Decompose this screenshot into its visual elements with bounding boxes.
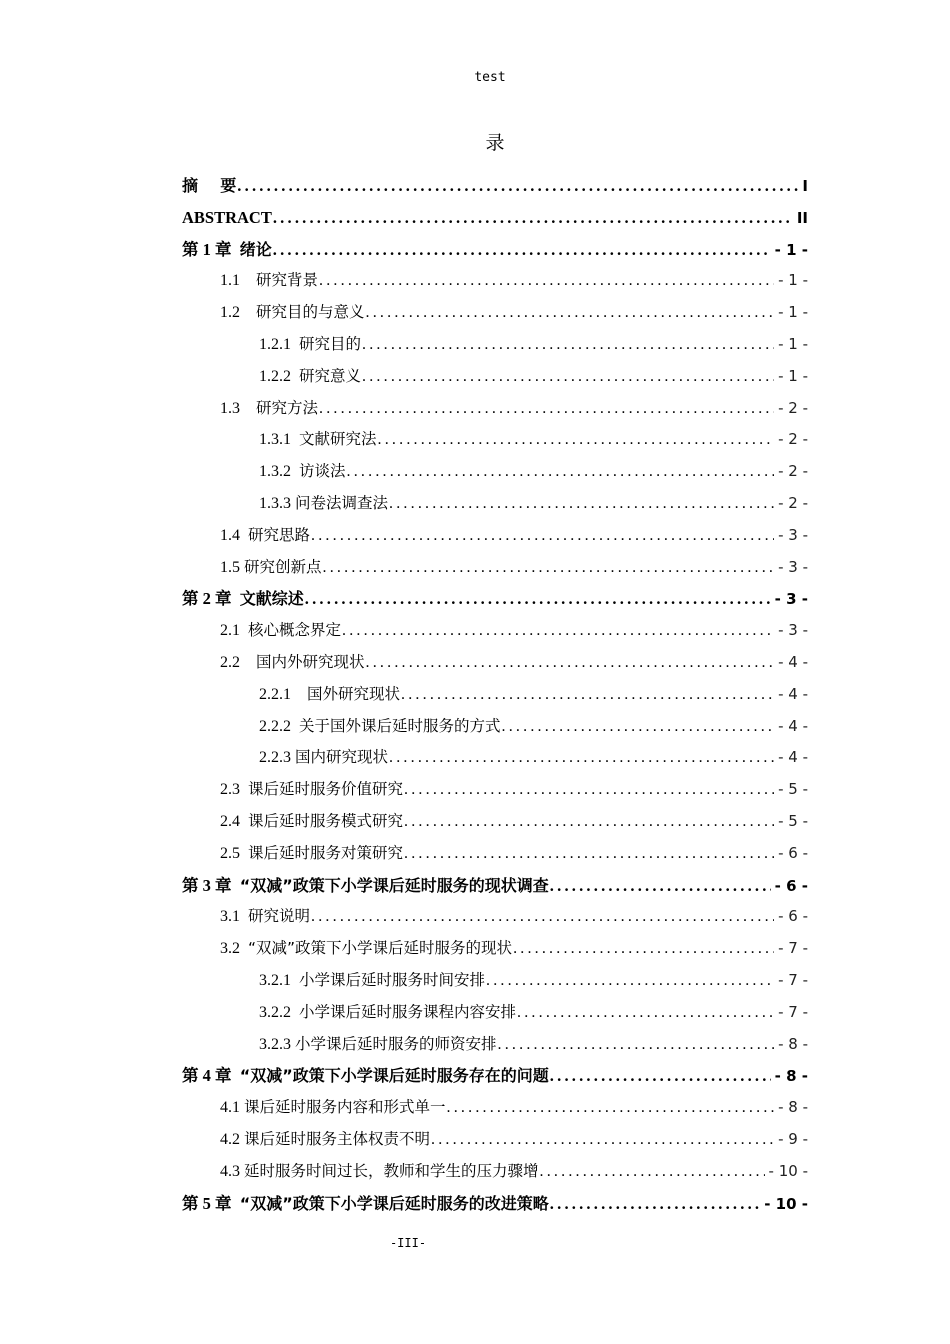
toc-entry[interactable] [182,424,808,456]
toc-dot-leader [273,234,771,266]
toc-entry-number: 1.1 [220,272,256,290]
toc-entry-number: 2.5 [220,844,248,862]
toc-dot-leader [378,424,775,456]
toc-dot-leader [550,1188,760,1220]
toc-dot-leader [342,615,774,647]
toc-entry-title: 文献综述 [239,589,304,609]
toc-entry-number: 1.2 [220,304,256,322]
toc-entry-title: 延时服务时间过长，教师和学生的压力骤增 [244,1161,539,1180]
toc-entry[interactable] [182,265,808,297]
toc-entry-number: 1.3.1 [259,431,299,449]
toc-page-number: - 4 - [778,684,808,703]
toc-dot-leader [362,361,774,393]
toc-entry[interactable] [182,838,808,870]
toc-dot-leader [305,583,771,615]
toc-dot-leader [401,679,774,711]
toc-entry-number: 第 1 章 [182,239,240,259]
toc-entry[interactable] [182,901,808,933]
toc-entry-number: 4.3 [220,1162,244,1180]
toc-entry[interactable] [182,1188,808,1220]
toc-page-number: - 6 - [778,843,808,862]
toc-dot-leader [404,806,774,838]
toc-entry[interactable] [182,297,808,329]
toc-entry[interactable] [182,711,808,743]
toc-page-number: - 3 - [778,621,808,640]
toc-entry[interactable] [182,583,808,615]
toc-entry[interactable] [182,234,808,266]
toc-entry[interactable] [182,774,808,806]
toc-entry[interactable] [182,615,808,647]
toc-page-number: - 6 - [778,907,808,926]
toc-entry-title: 课后延时服务模式研究 [248,811,404,830]
toc-title: 录 [485,132,505,154]
toc-entry-title: 小学课后延时服务的师资安排 [295,1034,497,1053]
toc-entry-title: 小学课后延时服务课程内容安排 [299,1002,517,1021]
toc-dot-leader [502,711,775,743]
toc-page-number: - 7 - [778,1002,808,1021]
toc-page-number: - 3 - [774,590,808,609]
toc-dot-leader [347,456,775,488]
toc-dot-leader [389,488,774,520]
toc-entry-title: 国内研究现状 [295,748,389,767]
toc-entry[interactable] [182,933,808,965]
toc-entry[interactable] [182,806,808,838]
toc-entry[interactable] [182,361,808,393]
toc-page-number: - 10 - [768,1161,808,1180]
toc-page-number: - 1 - [778,366,808,385]
toc-entry-number: 4.1 [220,1099,244,1117]
toc-page-number: - 3 - [778,525,808,544]
toc-entry-title: 摘 要 [182,176,237,195]
toc-dot-leader [540,1156,765,1188]
toc-entry[interactable] [182,742,808,774]
toc-entry[interactable] [182,647,808,679]
toc-entry[interactable] [182,1029,808,1061]
toc-entry-number: 3.1 [220,908,248,926]
toc-page-number: - 7 - [778,970,808,989]
toc-page-number: - 8 - [778,1034,808,1053]
toc-entry-title: 课后延时服务对策研究 [248,843,404,862]
toc-entry-title: “双减”政策下小学课后延时服务的现状 [248,939,513,958]
toc-entry-title: “双减”政策下小学课后延时服务的改进策略 [239,1193,549,1213]
toc-entry[interactable] [182,393,808,425]
toc-entry-title: 研究说明 [248,907,311,926]
toc-dot-leader [404,838,774,870]
toc-entry-title: 国内外研究现状 [256,652,365,671]
toc-dot-leader [237,170,798,202]
toc-page-number: - 9 - [778,1129,808,1148]
toc-page-number: - 1 - [778,271,808,290]
toc-page-number: - 4 - [778,748,808,767]
toc-dot-leader [486,965,774,997]
toc-entry-title: 研究意义 [299,366,362,385]
page-header: test [474,70,506,85]
toc-entry-number: 第 5 章 [182,1193,240,1213]
toc-entry-number: 3.2.2 [259,1003,299,1021]
toc-entry-title: 小学课后延时服务时间安排 [299,970,486,989]
toc-dot-leader [550,1060,771,1092]
toc-page-number: - 2 - [778,398,808,417]
toc-entry[interactable] [182,997,808,1029]
toc-entry-number: 2.3 [220,781,248,799]
toc-entry-title: 课后延时服务价值研究 [248,780,404,799]
toc-entry-title: 研究创新点 [244,557,322,576]
toc-dot-leader [319,393,774,425]
toc-page-number: - 1 - [774,240,808,259]
toc-entry-title: 访谈法 [299,462,346,481]
toc-dot-leader [362,329,774,361]
toc-entry-title: 研究目的 [299,334,362,353]
toc-entry[interactable] [182,170,808,202]
toc-entry-number: 1.4 [220,526,248,544]
toc-entry-title: 问卷法调查法 [295,493,389,512]
toc-entry-number: 1.3.2 [259,463,299,481]
toc-page-number: - 8 - [778,1098,808,1117]
toc-entry-number: 第 4 章 [182,1066,240,1086]
toc-page-number: - 1 - [778,334,808,353]
toc-dot-leader [366,297,775,329]
toc-entry-title: 绪论 [239,239,272,259]
toc-entry-number: 2.1 [220,622,248,640]
toc-dot-leader [389,742,774,774]
toc-entry-title: 国外研究现状 [307,684,401,703]
toc-dot-leader [311,901,774,933]
toc-page-number: - 5 - [778,811,808,830]
toc-page-number: - 8 - [774,1067,808,1086]
toc-entry-title: 研究方法 [256,398,319,417]
toc-entry-number: 1.2.1 [259,335,299,353]
toc-entry-number: 3.2.1 [259,971,299,989]
toc-entry[interactable] [182,1156,808,1188]
toc-dot-leader [323,552,775,584]
toc-entry-number: 2.4 [220,812,248,830]
toc-entry-number: 2.2.1 [259,685,307,703]
toc-entry[interactable] [182,520,808,552]
toc-entry-number: 第 2 章 [182,589,240,609]
toc-page-number: - 4 - [778,716,808,735]
toc-dot-leader [366,647,775,679]
table-of-contents [182,170,808,1219]
toc-dot-leader [517,997,774,1029]
toc-dot-leader [513,933,774,965]
toc-page-number: - 2 - [778,493,808,512]
toc-entry-number: 2.2.2 [259,717,299,735]
toc-page-number: - 10 - [764,1194,808,1213]
toc-dot-leader [273,202,793,234]
toc-entry[interactable] [182,965,808,997]
toc-dot-leader [319,265,774,297]
toc-entry[interactable] [182,202,808,234]
toc-entry-number: 1.3.3 [259,494,295,512]
toc-entry[interactable] [182,552,808,584]
toc-entry-number: 3.2.3 [259,1035,295,1053]
toc-entry[interactable] [182,870,808,902]
toc-entry-title: 关于国外课后延时服务的方式 [299,716,501,735]
toc-dot-leader [431,1124,774,1156]
toc-entry-number: 1.3 [220,399,256,417]
toc-page-number: - 5 - [778,780,808,799]
toc-entry-number: 第 3 章 [182,875,240,895]
toc-page-number: - 3 - [778,557,808,576]
toc-entry-number: 1.5 [220,558,244,576]
toc-entry-title: 核心概念界定 [248,621,342,640]
toc-entry-number: 1.2.2 [259,367,299,385]
toc-entry[interactable] [182,1092,808,1124]
toc-entry-title: “双减”政策下小学课后延时服务的现状调查 [239,875,549,895]
toc-entry[interactable] [182,329,808,361]
toc-page-number: - 6 - [774,876,808,895]
toc-page-number: I [802,177,808,195]
toc-entry-title: 课后延时服务内容和形式单一 [244,1098,446,1117]
toc-entry-number: 3.2 [220,940,248,958]
toc-entry-title: “双减”政策下小学课后延时服务存在的问题 [239,1066,549,1086]
toc-page-number: - 2 - [778,462,808,481]
toc-entry-number: 4.2 [220,1130,244,1148]
toc-entry-title: 文献研究法 [299,430,377,449]
toc-dot-leader [550,870,771,902]
toc-entry-title: 研究背景 [256,271,319,290]
toc-entry-number: 2.2 [220,653,256,671]
toc-entry[interactable] [182,1124,808,1156]
toc-dot-leader [404,774,774,806]
toc-page-number: - 1 - [778,303,808,322]
toc-entry[interactable] [182,1060,808,1092]
page-footer: -III- [389,1236,427,1250]
toc-dot-leader [498,1029,775,1061]
toc-page-number: - 2 - [778,430,808,449]
toc-page-number: - 4 - [778,652,808,671]
toc-page-number: II [796,208,808,227]
toc-dot-leader [311,520,774,552]
toc-entry-title: 课后延时服务主体权责不明 [244,1129,431,1148]
toc-entry-number: ABSTRACT [182,207,272,227]
toc-entry-title: 研究思路 [248,525,311,544]
toc-entry[interactable] [182,488,808,520]
toc-entry-number: 2.2.3 [259,749,295,767]
toc-page-number: - 7 - [778,939,808,958]
toc-dot-leader [447,1092,775,1124]
toc-entry-title: 研究目的与意义 [256,303,365,322]
toc-entry[interactable] [182,456,808,488]
toc-entry[interactable] [182,679,808,711]
